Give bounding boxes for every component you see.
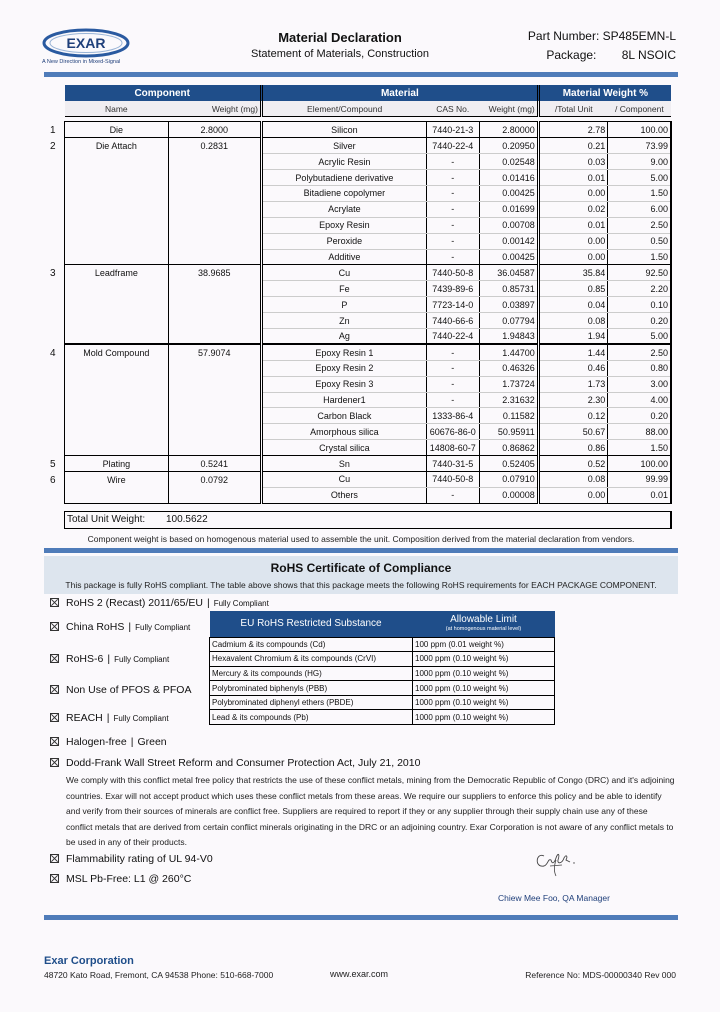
table-row [65,233,672,249]
table-row [65,154,672,170]
total-value: 100.5622 [165,514,208,525]
logo-tagline: A New Direction in Mixed-Signal [42,59,121,65]
part-number-label: Part Number: [527,29,600,43]
cas-cell: 7440-22-4 [426,328,479,344]
cas-cell: - [426,201,479,217]
material-weight-cell: 0.11582 [479,408,538,424]
pct-total-cell: 0.00 [538,249,608,265]
substance-row [210,681,555,696]
total-unit-weight [64,511,672,529]
pct-component-cell: 0.20 [608,313,671,329]
package [546,48,676,62]
pct-component-cell: 1.50 [608,249,671,265]
table-row [65,408,672,424]
component-name [65,201,169,217]
pct-total-cell: 0.85 [538,281,608,297]
cas-cell: - [426,392,479,408]
substance-cell: Lead & its compounds (Pb) [210,710,413,725]
component-weight [168,170,261,186]
check-msl: MSL Pb-Free: L1 @ 260°C [50,873,191,885]
cas-cell: - [426,376,479,392]
component-weight [168,217,261,233]
limit-cell: 100 ppm (0.01 weight %) [413,637,555,652]
material-weight-cell: 0.00708 [479,217,538,233]
element-cell: Additive [261,249,426,265]
component-weight [168,487,261,503]
pct-component-cell: 0.01 [608,487,671,503]
component-weight [168,328,261,344]
pct-component-cell: 88.00 [608,424,671,440]
component-name [65,297,169,313]
component-weight [168,440,261,456]
checkbox-checked-icon [50,598,59,607]
table-row [65,344,672,360]
package-value: 8L NSOIC [621,48,676,62]
check-pfos-pfoa: Non Use of PFOS & PFOA [50,684,191,696]
pct-total-cell: 0.00 [538,487,608,503]
pct-component-cell: 5.00 [608,170,671,186]
limit-header: Allowable Limit (at homogenous material level) [413,611,555,637]
component-name [65,360,169,376]
substance-row [210,652,555,667]
table-row [65,440,672,456]
page-subtitle: Statement of Materials, Construction [251,48,429,60]
section-divider [44,548,678,553]
exar-logo [42,28,130,58]
cas-cell: - [426,217,479,233]
table-row [65,313,672,329]
material-weight-cell: 0.02548 [479,154,538,170]
component-name: Plating [65,456,169,472]
component-name [65,249,169,265]
signatory-name: Chiew Mee Foo, QA Manager [498,893,610,903]
element-cell: Bitadiene copolymer [261,185,426,201]
cas-cell: 7440-31-5 [426,456,479,472]
cas-cell: 7440-50-8 [426,471,479,487]
table-row [65,281,672,297]
component-name: Leadframe [65,265,169,281]
check-reach: REACH | Fully Compliant [50,712,169,724]
cas-cell: - [426,154,479,170]
table-row [65,122,672,138]
substance-row [210,710,555,725]
substance-row [210,637,555,652]
pct-total-cell: 1.73 [538,376,608,392]
component-weight [168,313,261,329]
pct-component-cell: 100.00 [608,456,671,472]
material-weight-cell: 36.04587 [479,265,538,281]
pct-total-cell: 1.44 [538,344,608,360]
cas-cell: - [426,344,479,360]
cas-cell: - [426,170,479,186]
material-weight-cell: 0.00425 [479,249,538,265]
col-total-unit: /Total Unit [538,101,608,117]
component-weight [168,424,261,440]
composition-note: Component weight is based on homogenous material used to assemble the unit. Composition derived from the material declaration from vendors. [87,534,635,544]
limit-cell: 1000 ppm (0.10 weight %) [413,710,555,725]
rohs-substance-table [209,611,555,725]
total-label: Total Unit Weight: [67,514,146,525]
pct-total-cell: 0.12 [538,408,608,424]
pct-component-cell: 4.00 [608,392,671,408]
element-cell: Epoxy Resin 1 [261,344,426,360]
checkbox-checked-icon [50,737,59,746]
material-weight-cell: 1.94843 [479,328,538,344]
substance-cell: Mercury & its compounds (HG) [210,666,413,681]
component-weight: 57.9074 [168,344,261,360]
material-weight-cell: 50.95911 [479,424,538,440]
component-weight: 2.8000 [168,122,261,138]
col-name: Name [65,101,169,117]
cas-cell: - [426,360,479,376]
pct-component-cell: 1.50 [608,440,671,456]
material-weight-cell: 1.44700 [479,344,538,360]
row-number: 4 [50,347,56,359]
substance-row [210,666,555,681]
pct-total-cell: 0.03 [538,154,608,170]
element-cell: Crystal silica [261,440,426,456]
col-component-pct: / Component [608,101,671,117]
component-name [65,170,169,186]
rohs-title: RoHS Certificate of Compliance [270,561,452,575]
pct-component-cell: 2.50 [608,217,671,233]
material-weight-cell: 0.01699 [479,201,538,217]
pct-total-cell: 0.21 [538,138,608,154]
component-weight [168,360,261,376]
component-weight: 38.9685 [168,265,261,281]
row-number: 6 [50,474,56,486]
table-row [65,328,672,344]
element-cell: Acrylate [261,201,426,217]
cas-cell: 7439-89-6 [426,281,479,297]
table-row [65,456,672,472]
pct-total-cell: 0.52 [538,456,608,472]
svg-text:EXAR: EXAR [66,35,106,51]
checkbox-checked-icon [50,758,59,767]
part-number-value: SP485EMN-L [602,29,676,43]
component-name [65,408,169,424]
substance-cell: Polybrominated diphenyl ethers (PBDE) [210,695,413,710]
material-weight-cell: 2.80000 [479,122,538,138]
pct-component-cell: 1.50 [608,185,671,201]
material-weight-cell: 2.31632 [479,392,538,408]
element-cell: Zn [261,313,426,329]
row-number: 2 [50,140,56,152]
component-name [65,233,169,249]
element-cell: Silicon [261,122,426,138]
checkbox-checked-icon [50,654,59,663]
component-name: Wire [65,471,169,487]
pct-total-cell: 2.78 [538,122,608,138]
material-weight-cell: 0.00142 [479,233,538,249]
material-weight-cell: 0.07910 [479,471,538,487]
component-name: Mold Compound [65,344,169,360]
material-table [64,85,672,504]
cas-cell: 7440-66-6 [426,313,479,329]
material-weight-cell: 0.01416 [479,170,538,186]
component-weight [168,376,261,392]
table-row [65,392,672,408]
element-cell: Carbon Black [261,408,426,424]
pct-component-cell: 0.10 [608,297,671,313]
pct-total-cell: 2.30 [538,392,608,408]
component-name [65,154,169,170]
component-weight [168,281,261,297]
limit-cell: 1000 ppm (0.10 weight %) [413,681,555,696]
cas-cell: 7440-22-4 [426,138,479,154]
element-cell: Cu [261,265,426,281]
pct-total-cell: 0.02 [538,201,608,217]
component-name [65,185,169,201]
checkbox-checked-icon [50,854,59,863]
component-weight: 0.0792 [168,471,261,487]
checkbox-checked-icon [50,622,59,631]
element-cell: Hardener1 [261,392,426,408]
material-weight-cell: 0.46326 [479,360,538,376]
cas-cell: 60676-86-0 [426,424,479,440]
pct-component-cell: 2.50 [608,344,671,360]
component-name [65,376,169,392]
cas-cell: 7723-14-0 [426,297,479,313]
material-weight-cell: 0.00425 [479,185,538,201]
table-row [65,217,672,233]
cas-cell: 1333-86-4 [426,408,479,424]
component-weight [168,185,261,201]
pct-total-cell: 50.67 [538,424,608,440]
limit-cell: 1000 ppm (0.10 weight %) [413,652,555,667]
cas-cell: 14808-60-7 [426,440,479,456]
table-row [65,376,672,392]
element-cell: Fe [261,281,426,297]
component-name [65,392,169,408]
table-row [65,297,672,313]
pct-total-cell: 35.84 [538,265,608,281]
substance-cell: Polybrominated biphenyls (PBB) [210,681,413,696]
cas-cell: - [426,233,479,249]
component-weight [168,392,261,408]
substance-header: EU RoHS Restricted Substance [210,611,413,637]
pct-component-cell: 5.00 [608,328,671,344]
check-flammability: Flammability rating of UL 94-V0 [50,853,213,865]
element-cell: Peroxide [261,233,426,249]
component-weight [168,233,261,249]
material-weight-cell: 1.73724 [479,376,538,392]
pct-component-cell: 0.50 [608,233,671,249]
component-name [65,313,169,329]
cas-cell: - [426,249,479,265]
pct-component-cell: 73.99 [608,138,671,154]
col-weight: Weight (mg) [168,101,261,117]
col-element: Element/Compound [261,101,426,117]
table-row [65,424,672,440]
material-weight-cell: 0.03897 [479,297,538,313]
pct-total-cell: 0.01 [538,217,608,233]
element-cell: Epoxy Resin 2 [261,360,426,376]
footer-divider [44,915,678,920]
material-weight-cell: 0.85731 [479,281,538,297]
element-cell: Acrylic Resin [261,154,426,170]
pct-total-cell: 0.00 [538,185,608,201]
check-china-rohs: China RoHS | Fully Compliant [50,621,190,633]
pct-component-cell: 9.00 [608,154,671,170]
element-cell: Sn [261,456,426,472]
part-number [528,29,676,43]
component-name: Die [65,122,169,138]
cas-cell: 7440-21-3 [426,122,479,138]
pct-component-cell: 100.00 [608,122,671,138]
pct-component-cell: 3.00 [608,376,671,392]
material-weight-cell: 0.07794 [479,313,538,329]
table-row [65,249,672,265]
material-weight-cell: 0.86862 [479,440,538,456]
component-weight [168,154,261,170]
pct-component-cell: 0.20 [608,408,671,424]
limit-cell: 1000 ppm (0.10 weight %) [413,695,555,710]
component-name [65,217,169,233]
pct-component-cell: 2.20 [608,281,671,297]
component-name [65,440,169,456]
component-weight: 0.2831 [168,138,261,154]
col-cas: CAS No. [426,101,479,117]
footer-website-link[interactable]: www.exar.com [330,969,389,979]
row-number: 1 [50,125,56,136]
component-weight [168,297,261,313]
row-number: 3 [50,268,56,280]
table-row [65,265,672,281]
footer-reference: Reference No: MDS-00000340 Rev 000 [525,970,676,980]
element-cell: Others [261,487,426,503]
pct-total-cell: 0.01 [538,170,608,186]
component-name [65,328,169,344]
pct-total-cell: 0.08 [538,471,608,487]
material-weight-cell: 0.20950 [479,138,538,154]
table-row [65,138,672,154]
element-cell: Epoxy Resin [261,217,426,233]
table-row [65,170,672,186]
component-weight [168,201,261,217]
element-cell: P [261,297,426,313]
component-group-header: Component [65,85,262,101]
element-cell: Epoxy Resin 3 [261,376,426,392]
pct-total-cell: 0.46 [538,360,608,376]
checkbox-checked-icon [50,685,59,694]
element-cell: Polybutadiene derivative [261,170,426,186]
component-name [65,281,169,297]
page-title: Material Declaration [278,30,402,45]
pct-component-cell: 0.80 [608,360,671,376]
cas-cell: - [426,185,479,201]
element-cell: Amorphous silica [261,424,426,440]
component-name [65,424,169,440]
header-divider [44,72,678,77]
check-rohs2: RoHS 2 (Recast) 2011/65/EU | Fully Compliant [50,597,269,609]
component-weight: 0.5241 [168,456,261,472]
substance-cell: Hexavalent Chromium & its compounds (CrVI) [210,652,413,667]
checkbox-checked-icon [50,713,59,722]
limit-cell: 1000 ppm (0.10 weight %) [413,666,555,681]
element-cell: Ag [261,328,426,344]
component-name: Die Attach [65,138,169,154]
substance-row [210,695,555,710]
pct-total-cell: 0.04 [538,297,608,313]
rohs-description: This package is fully RoHS compliant. The table above shows that this package meets the following RoHS requirements for EACH PACKAGE COMPONENT. [65,580,657,590]
pct-total-cell: 1.94 [538,328,608,344]
pct-component-cell: 92.50 [608,265,671,281]
package-label: Package: [546,48,597,62]
component-name [65,487,169,503]
footer-company: Exar Corporation [44,955,134,967]
table-row [65,201,672,217]
element-cell: Cu [261,471,426,487]
weight-pct-group-header: Material Weight % [538,85,671,101]
check-rohs6: RoHS-6 | Fully Compliant [50,653,169,665]
material-group-header: Material [261,85,538,101]
pct-total-cell: 0.00 [538,233,608,249]
row-number: 5 [50,458,56,470]
table-row [65,471,672,487]
footer-address: 48720 Kato Road, Fremont, CA 94538 Phone: 510-668-7000 [44,970,274,980]
check-halogen-free: Halogen-free | Green [50,736,167,748]
table-row [65,487,672,503]
cas-cell: - [426,487,479,503]
table-row [65,185,672,201]
component-weight [168,408,261,424]
checkbox-checked-icon [50,874,59,883]
table-row [65,360,672,376]
pct-component-cell: 6.00 [608,201,671,217]
cas-cell: 7440-50-8 [426,265,479,281]
substance-cell: Cadmium & its compounds (Cd) [210,637,413,652]
pct-component-cell: 99.99 [608,471,671,487]
check-dodd-frank: Dodd-Frank Wall Street Reform and Consumer Protection Act, July 21, 2010 [50,757,420,769]
conflict-metals-paragraph: We comply with this conflict metal free policy that restricts the use of these conflict metals, mining from the Democratic Republic of Congo (DRC) and it's adjoining countries. Exar will not accept product which uses these conflict metals from these areas. We require our suppliers to enforce this policy and be able to identify and verify from their sources of minerals are conflict free. Suppliers are required to report if they or any supplier through their supply chain use any of these conflict metals that are derived from certain conflict minerals originating in the DRC or an adjoining country. Exar Corporation is not aware of any conflict metals to be used in any of their products. [66,775,675,848]
material-weight-cell: 0.52405 [479,456,538,472]
pct-total-cell: 0.08 [538,313,608,329]
element-cell: Silver [261,138,426,154]
material-weight-cell: 0.00008 [479,487,538,503]
pct-total-cell: 0.86 [538,440,608,456]
component-weight [168,249,261,265]
signature-image [532,846,592,880]
col-mat-weight: Weight (mg) [479,101,538,117]
